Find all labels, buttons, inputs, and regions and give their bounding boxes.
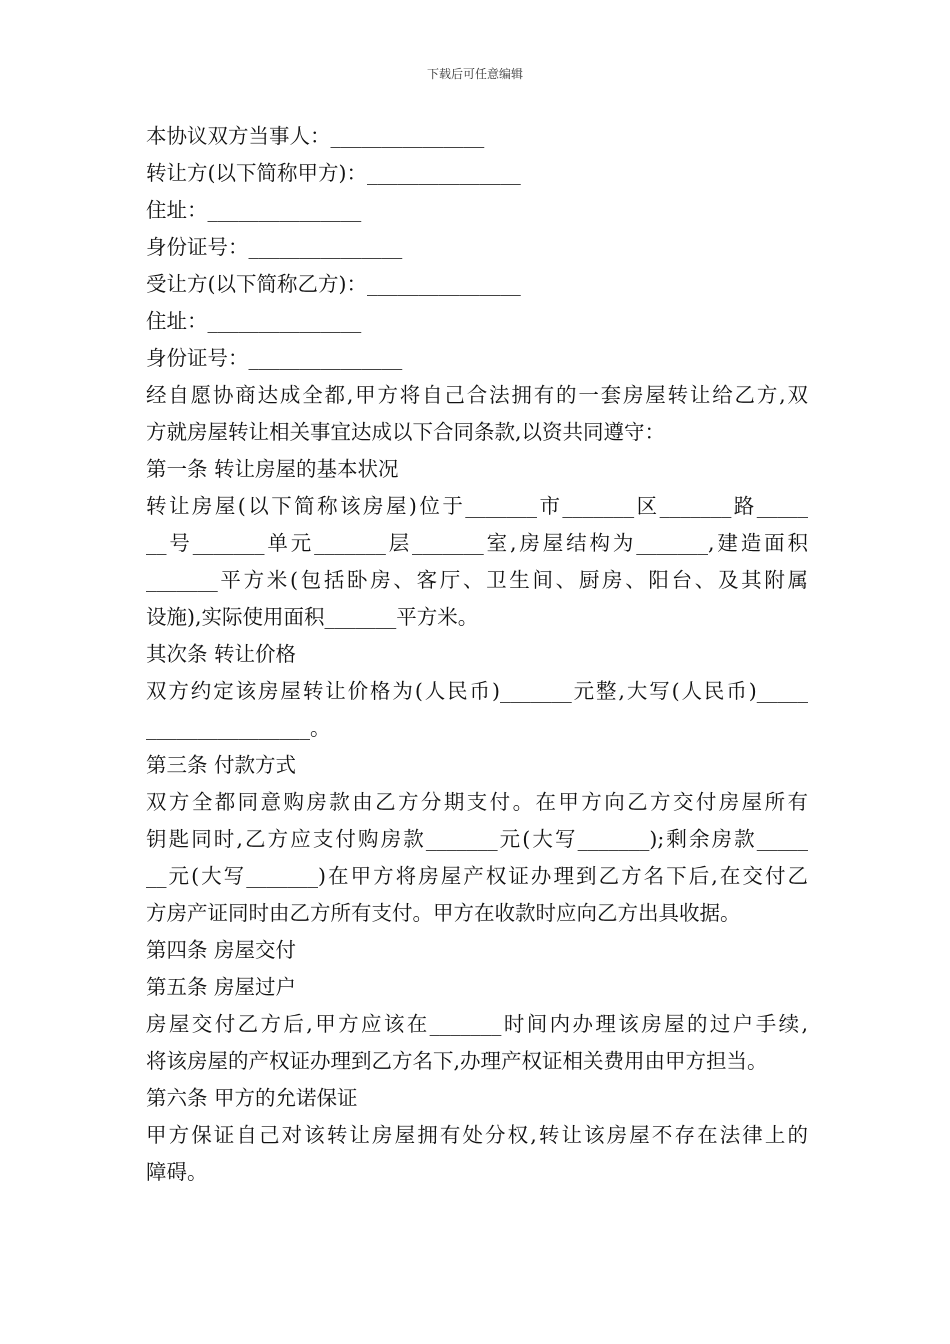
- article-3-line-2: 钥匙同时,乙方应支付购房款_______元(大写_______);剩余房款_____: [146, 827, 808, 851]
- parties-line: 本协议双方当事人：_______________: [146, 124, 485, 148]
- transferee-line: 受让方(以下简称乙方)：_______________: [146, 272, 521, 296]
- preamble-line-2: 方就房屋转让相关事宜达成以下合同条款,以资共同遵守：: [146, 420, 666, 444]
- article-5-line-2: 将该房屋的产权证办理到乙方名下,办理产权证相关费用由甲方担当。: [146, 1049, 768, 1073]
- article-6-line-2: 障碍。: [146, 1160, 208, 1184]
- transferor-address-line: 住址：_______________: [146, 198, 362, 222]
- article-6-line-1: 甲方保证自己对该转让房屋拥有处分权,转让该房屋不存在法律上的: [146, 1123, 808, 1147]
- article-5-line-1: 房屋交付乙方后,甲方应该在_______时间内办理该房屋的过户手续,: [146, 1012, 808, 1036]
- article-5-heading: 第五条 房屋过户: [146, 975, 297, 999]
- article-1-heading: 第一条 转让房屋的基本状况: [146, 457, 399, 481]
- transferee-address-line: 住址：_______________: [146, 309, 362, 333]
- article-2-line-2: ________________。: [146, 716, 331, 740]
- article-1-line-4: 设施),实际使用面积_______平方米。: [146, 605, 479, 629]
- contract-body: [146, 118, 808, 1191]
- transferor-id-line: 身份证号：_______________: [146, 235, 403, 259]
- article-3-heading: 第三条 付款方式: [146, 753, 297, 777]
- article-2-line-1: 双方约定该房屋转让价格为(人民币)_______元整,大写(人民币)_____: [146, 679, 808, 703]
- article-1-line-2: __号_______单元_______层_______室,房屋结构为_______,建造面积: [146, 531, 808, 555]
- transferor-line: 转让方(以下简称甲方)：_______________: [146, 161, 521, 185]
- article-4-heading: 第四条 房屋交付: [146, 938, 297, 962]
- article-6-heading: 第六条 甲方的允诺保证: [146, 1086, 358, 1110]
- article-3-line-3: __元(大写_______)在甲方将房屋产权证办理到乙方名下后,在交付乙: [146, 864, 808, 888]
- article-3-line-1: 双方全都同意购房款由乙方分期支付。在甲方向乙方交付房屋所有: [146, 790, 808, 814]
- article-3-line-4: 方房产证同时由乙方所有支付。甲方在收款时应向乙方出具收据。: [146, 901, 741, 925]
- page-header-note: 下载后可任意编辑: [426, 67, 523, 81]
- article-2-heading: 其次条 转让价格: [146, 642, 297, 666]
- transferee-id-line: 身份证号：_______________: [146, 346, 403, 370]
- article-1-line-1: 转让房屋(以下简称该房屋)位于_______市_______区_______路_____: [146, 494, 808, 518]
- preamble-line-1: 经自愿协商达成全都,甲方将自己合法拥有的一套房屋转让给乙方,双: [146, 383, 808, 407]
- article-1-line-3: _______平方米(包括卧房、客厅、卫生间、厨房、阳台、及其附属: [146, 568, 808, 592]
